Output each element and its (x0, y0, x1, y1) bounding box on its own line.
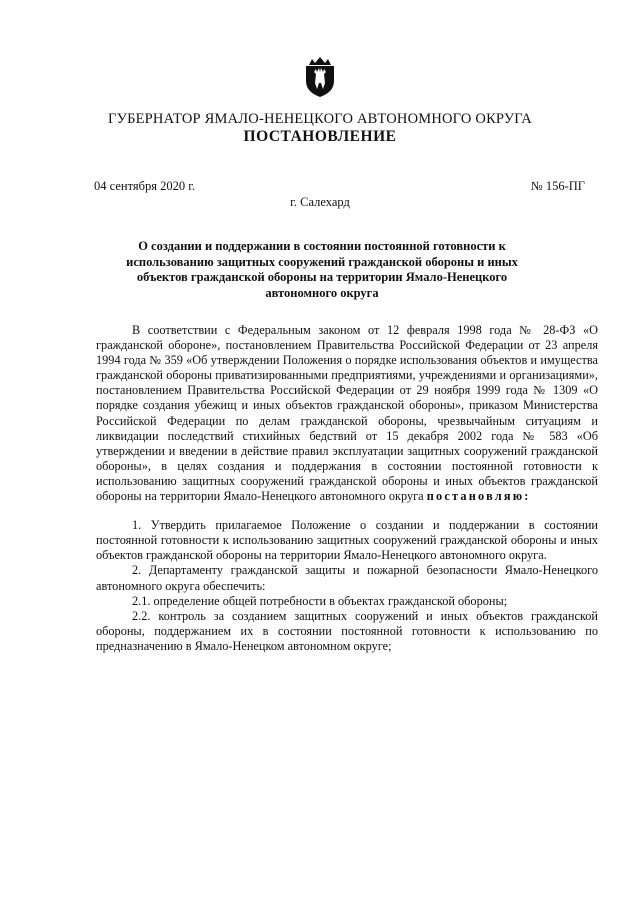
document-place: г. Салехард (290, 195, 350, 209)
preamble-paragraph (96, 323, 598, 504)
decree-word: постановляю: (426, 489, 531, 504)
item-2: 2. Департаменту гражданской защиты и пожарной безопасности Ямало-Ненецкого автономного округа обеспечить: (96, 563, 598, 593)
document-body (96, 323, 598, 654)
preamble-text: В соответствии с Федеральным законом от 12 февраля 1998 года № 28-ФЗ «О гражданской обороне», постановлением Правительства Российской Федерации от 23 апреля 1994 года № 359 «Об утверждении Положения о порядке использования объектов и имущества гражданской обороны приватизированными предприятиями, учреждениями и организациями», постановлением Правительства Российской Федерации от 29 ноября 1999 года № 1309 «О порядке создания убежищ и иных объектов гражданской обороны», приказом Министерства Российской Федерации по делам гражданской обороны, чрезвычайным ситуациям и ликвидации последствий стихийных бедствий от 15 декабря 2002 года № 583 «Об утверждении и введении в действие правил эксплуатации защитных сооружений гражданской обороны», в целях создания и поддержания в состоянии постоянной готовности к использованию защитных сооружений гражданской обороны и иных объектов гражданской обороны на территории Ямало-Ненецкого автономного округа (96, 323, 598, 504)
item-2-2: 2.2. контроль за созданием защитных сооружений и иных объектов гражданской обороны, поддержанием их в состоянии постоянной готовности к использованию по предназначению в Ямало-Ненецком автономном округе; (96, 608, 598, 653)
document-title: О создании и поддержании в состоянии постоянной готовности к использованию защитных сооружений гражданской обороны и иных объектов гражданской обороны на территории Ямало-Ненецкого автономного округа (126, 239, 518, 300)
document-date: 04 сентября 2020 г. (94, 179, 196, 193)
emblem-icon (303, 56, 337, 98)
item-1: 1. Утвердить прилагаемое Положение о создании и поддержании в состоянии постоянной готовности к использованию защитных сооружений гражданской обороны и иных объектов гражданской обороны на территории Ямало-Ненецкого автономного округа. (96, 518, 598, 563)
document-number: № 156-ПГ (530, 179, 585, 193)
item-2-1: 2.1. определение общей потребности в объектах гражданской обороны; (132, 593, 508, 608)
issuer-title: ГУБЕРНАТОР ЯМАЛО-НЕНЕЦКОГО АВТОНОМНОГО ОКРУГА (108, 111, 532, 127)
document-type: ПОСТАНОВЛЕНИЕ (243, 128, 397, 145)
